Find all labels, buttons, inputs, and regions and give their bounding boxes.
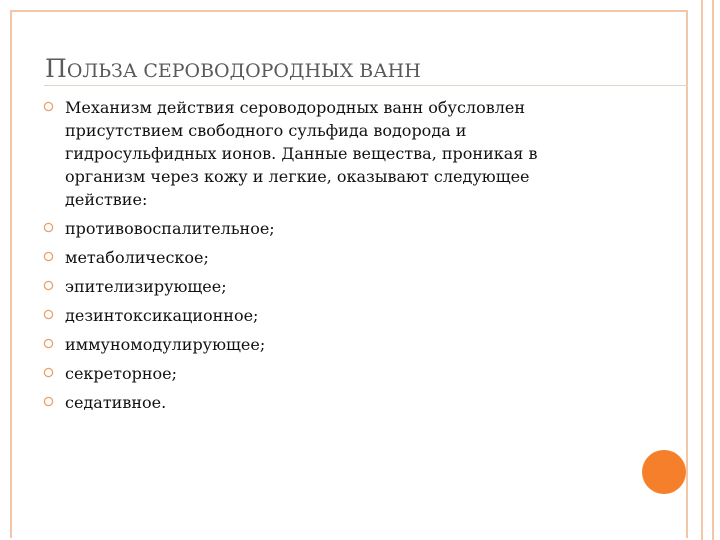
hollow-circle-bullet-icon — [43, 338, 54, 349]
title-rest: ОЛЬЗА СЕРОВОДОРОДНЫХ ВАНН — [66, 60, 421, 82]
hollow-circle-bullet-icon — [43, 396, 54, 407]
list-item-text: Механизм действия сероводородных ванн обусловлен присутствием свободного сульфида водорода и гидросульфидных ионов. Данные вещества, проникая в организм через кожу и легкие, оказывают следующее действие: — [65, 98, 538, 209]
page-title — [45, 54, 421, 83]
list-item — [40, 333, 600, 356]
side-decor-line — [712, 0, 714, 540]
list-item-text: противовоспалительное; — [65, 219, 275, 238]
list-item-text: эпителизирующее; — [65, 277, 227, 296]
orange-circle-decoration — [642, 450, 686, 494]
list-item — [40, 217, 600, 240]
hollow-circle-bullet-icon — [43, 222, 54, 233]
list-item — [40, 96, 600, 211]
side-decor-line — [701, 0, 703, 540]
hollow-circle-bullet-icon — [43, 251, 54, 262]
hollow-circle-bullet-icon — [43, 367, 54, 378]
list-item — [40, 362, 600, 385]
bullet-list — [40, 96, 600, 414]
hollow-circle-bullet-icon — [43, 101, 54, 112]
list-item-text: дезинтоксикационное; — [65, 306, 259, 325]
list-item-text: иммуномодулирующее; — [65, 335, 266, 354]
list-item — [40, 391, 600, 414]
list-item — [40, 275, 600, 298]
list-item-text: седативное. — [65, 393, 167, 412]
list-item — [40, 246, 600, 269]
list-item-text: секреторное; — [65, 364, 178, 383]
hollow-circle-bullet-icon — [43, 280, 54, 291]
list-item — [40, 304, 600, 327]
hollow-circle-bullet-icon — [43, 309, 54, 320]
list-item-text: метаболическое; — [65, 248, 209, 267]
title-underline — [44, 85, 688, 86]
title-initial: П — [45, 54, 67, 83]
